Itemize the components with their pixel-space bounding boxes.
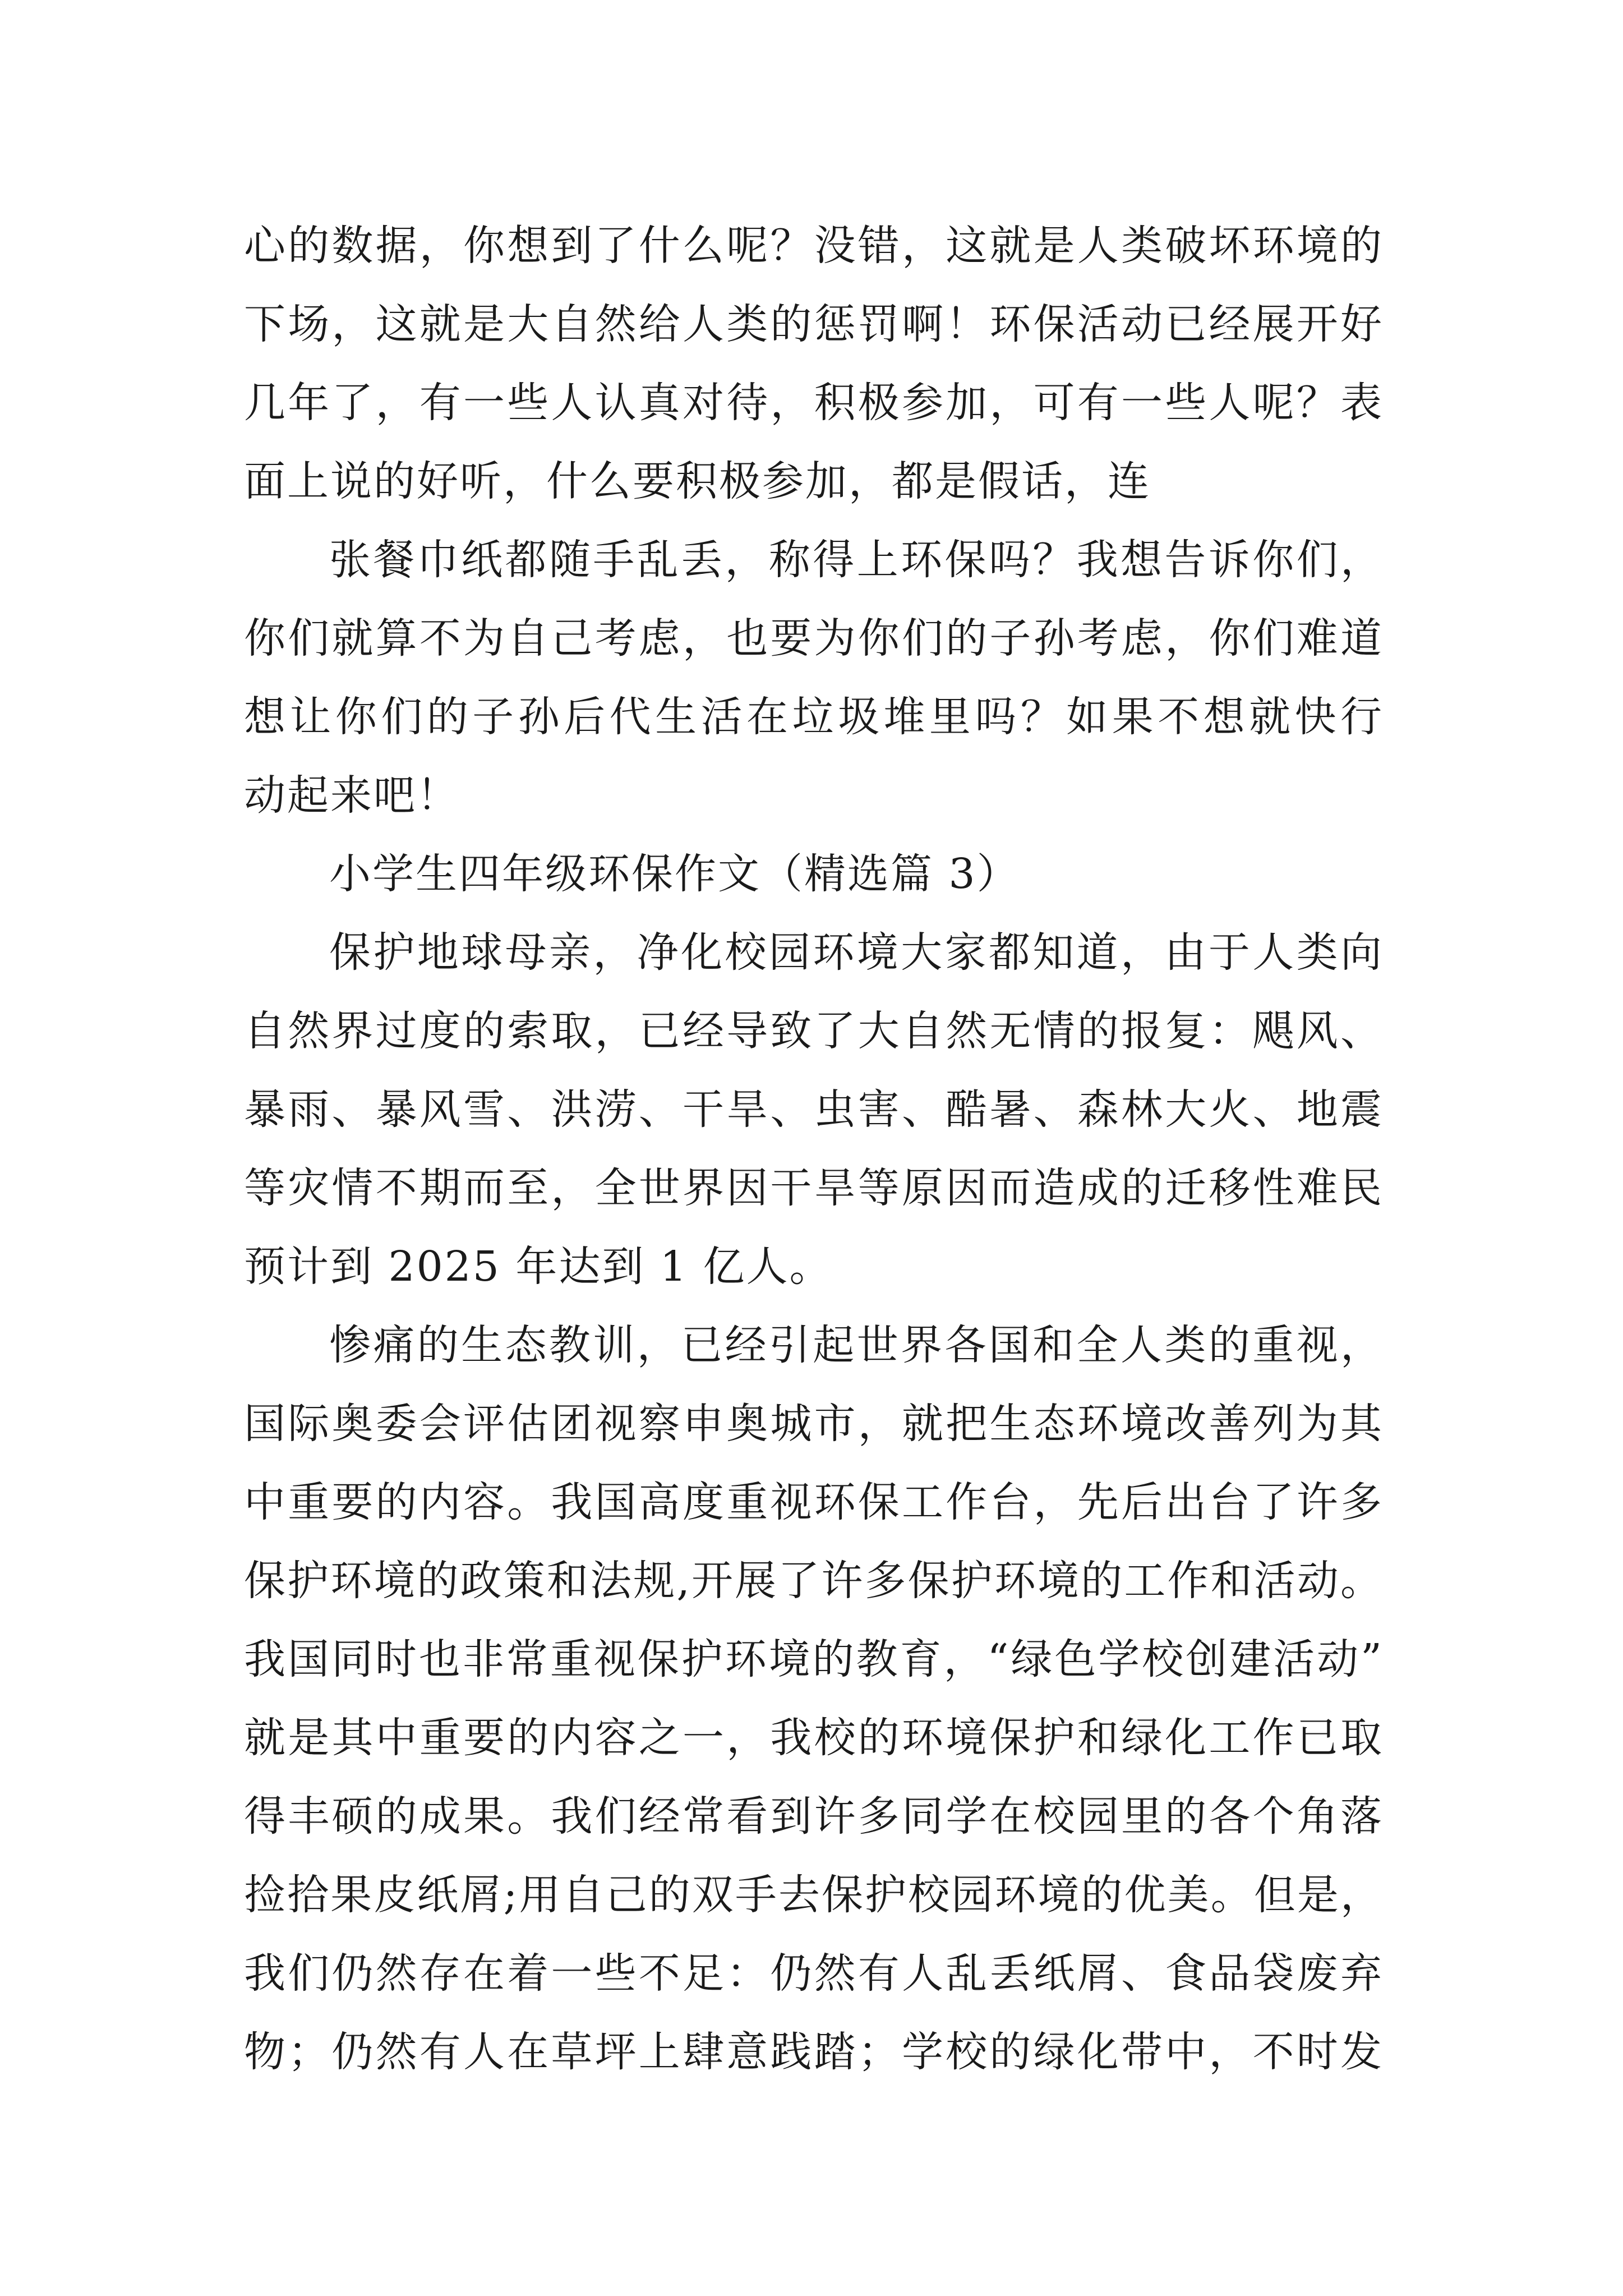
section-heading-text: 小学生四年级环保作文（精选篇 3） bbox=[329, 850, 1020, 898]
text-line: 暴雨、暴风雪、洪涝、干旱、虫害、酷暑、森林大火、地震 bbox=[244, 1085, 1384, 1134]
document-body bbox=[244, 206, 1384, 2091]
paragraph bbox=[244, 521, 1384, 835]
text-line: 想让你们的子孙后代生活在垃圾堆里吗？如果不想就快行 bbox=[244, 693, 1384, 741]
text-line: 中重要的内容。我国高度重视环保工作台，先后出台了许多 bbox=[244, 1478, 1384, 1526]
paragraph bbox=[244, 1306, 1384, 2091]
text-line: 面上说的好听，什么要积极参加，都是假话，连 bbox=[244, 457, 1151, 505]
text-line: 心的数据，你想到了什么呢？没错，这就是人类破坏环境的 bbox=[244, 222, 1384, 270]
text-line: 保护环境的政策和法规,开展了许多保护环境的工作和活动。 bbox=[244, 1557, 1384, 1605]
section-heading bbox=[244, 835, 1384, 913]
paragraph bbox=[244, 206, 1384, 521]
text-line: 几年了，有一些人认真对待，积极参加，可有一些人呢？表 bbox=[244, 379, 1384, 427]
text-line: 你们就算不为自己考虑，也要为你们的子孙考虑，你们难道 bbox=[244, 614, 1384, 662]
text-line: 得丰硕的成果。我们经常看到许多同学在校园里的各个角落 bbox=[244, 1792, 1384, 1841]
text-line: 保护地球母亲，净化校园环境大家都知道，由于人类向 bbox=[329, 928, 1384, 977]
text-line: 国际奥委会评估团视察申奥城市，就把生态环境改善列为其 bbox=[244, 1400, 1384, 1448]
text-line: 物；仍然有人在草坪上肆意践踏；学校的绿化带中，不时发 bbox=[244, 2028, 1384, 2076]
text-line: 等灾情不期而至，全世界因干旱等原因而造成的迁移性难民 bbox=[244, 1164, 1384, 1212]
text-line: 我们仍然存在着一些不足：仍然有人乱丢纸屑、食品袋废弃 bbox=[244, 1949, 1384, 1998]
text-line: 就是其中重要的内容之一，我校的环境保护和绿化工作已取 bbox=[244, 1714, 1384, 1762]
paragraph bbox=[244, 913, 1384, 1306]
text-line: 惨痛的生态教训，已经引起世界各国和全人类的重视， bbox=[329, 1321, 1384, 1369]
text-line: 动起来吧！ bbox=[244, 771, 460, 820]
text-line: 我国同时也非常重视保护环境的教育，“绿色学校创建活动” bbox=[244, 1635, 1384, 1683]
text-line: 预计到 2025 年达到 1 亿人。 bbox=[244, 1243, 833, 1291]
text-line: 下场，这就是大自然给人类的惩罚啊！环保活动已经展开好 bbox=[244, 300, 1384, 348]
text-line: 捡拾果皮纸屑;用自己的双手去保护校园环境的优美。但是， bbox=[244, 1871, 1384, 1919]
text-line: 自然界过度的索取，已经导致了大自然无情的报复：飓风、 bbox=[244, 1007, 1384, 1055]
text-line: 张餐巾纸都随手乱丢，称得上环保吗？我想告诉你们， bbox=[329, 536, 1384, 584]
